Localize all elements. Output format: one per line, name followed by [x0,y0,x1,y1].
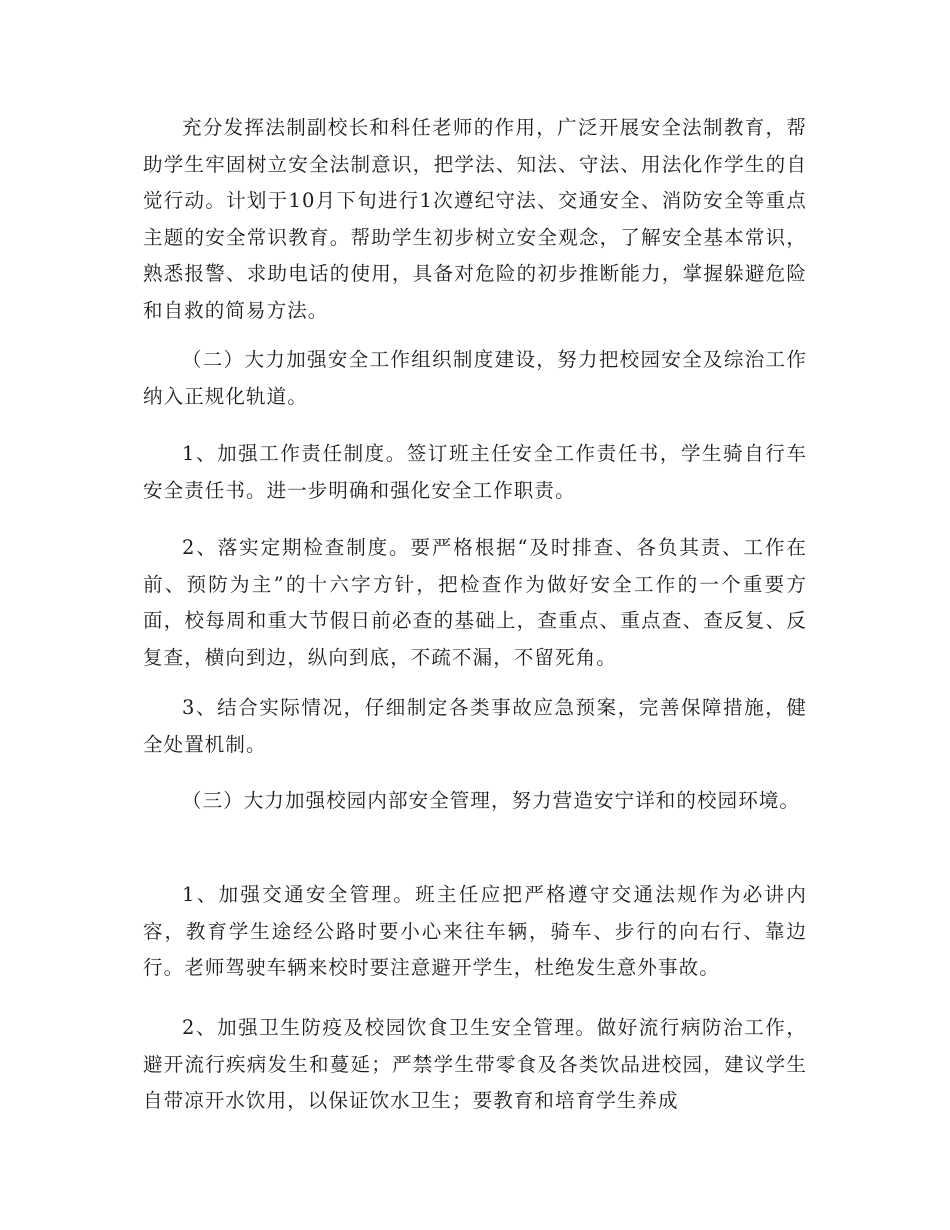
paragraph-emergency-plans [143,690,807,763]
paragraph-text: 充分发挥法制副校长和科任老师的作用，广泛开展安全法制教育，帮助学生牢固树立安全法制意识，把学法、知法、守法、用法化作学生的自觉行动。计划于10月下旬进行1次遵纪守法、交通安全、消防安全等重点主题的安全常识教育。帮助学生初步树立安全观念，了解安全基本常识，熟悉报警、求助电话的使用，具备对危险的初步推断能力，掌握躲避危险和自救的简易方法。 [143,116,807,322]
section-heading-campus-management [143,783,807,820]
paragraph-text: 1、加强交通安全管理。班主任应把严格遵守交通法规作为必讲内容，教育学生途经公路时要小心来往车辆，骑车、步行的向右行、靠边行。老师驾驶车辆来校时要注意避开学生，杜绝发生意外事故。 [143,883,807,979]
paragraph-responsibility-system [143,436,807,509]
paragraph-inspection-system [143,530,807,676]
paragraph-text: 3、结合实际情况，仔细制定各类事故应急预案，完善保障措施，健全处置机制。 [143,696,807,756]
paragraph-text: 2、加强卫生防疫及校园饮食卫生安全管理。做好流行病防治工作，避开流行疾病发生和蔓延；严禁学生带零食及各类饮品进校园，建议学生自带凉开水饮用，以保证饮水卫生；要教育和培育学生养成 [143,1016,807,1112]
paragraph-text: （二）大力加强安全工作组织制度建设，努力把校园安全及综治工作纳入正规化轨道。 [143,348,807,408]
paragraph-text: 1、加强工作责任制度。签订班主任安全工作责任书，学生骑自行车安全责任书。进一步明确和强化安全工作职责。 [143,442,807,502]
paragraph-text: 2、落实定期检查制度。要严格根据“及时排查、各负其责、工作在前、预防为主”的十六字方针，把检查作为做好安全工作的一个重要方面，校每周和重大节假日前必查的基础上，查重点、重点查、查反复、反复查，横向到边，纵向到底，不疏不漏，不留死角。 [143,536,807,669]
paragraph-text: （三）大力加强校园内部安全管理，努力营造安宁详和的校园环境。 [182,789,801,812]
section-heading-organization [143,342,807,415]
paragraph-health-food-safety [143,1010,807,1120]
paragraph-traffic-safety [143,877,807,987]
paragraph-legal-education [143,110,807,329]
